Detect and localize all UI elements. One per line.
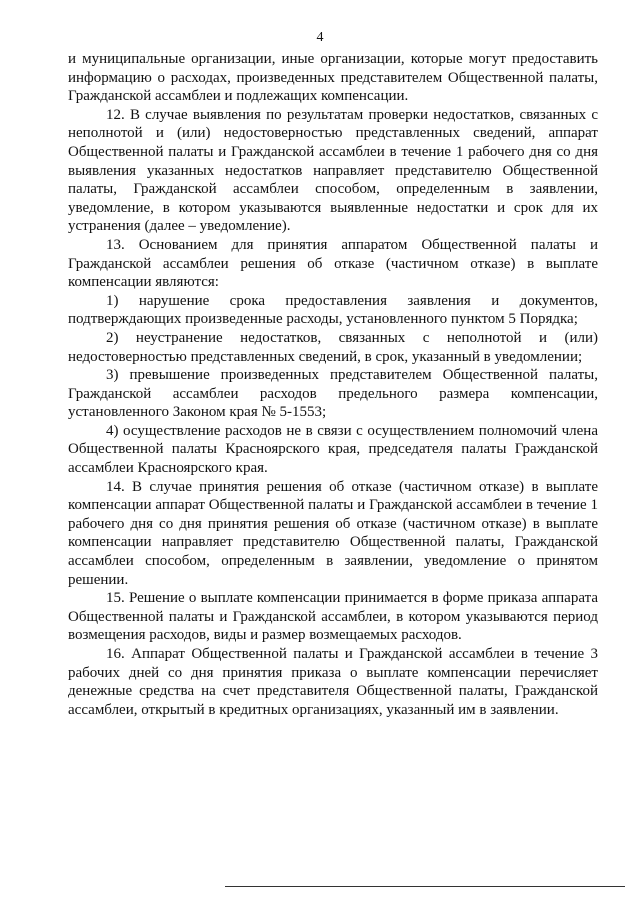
paragraph-16: 16. Аппарат Общественной палаты и Гражданской ассамблеи в течение 3 рабочих дней со дня принятия приказа о выплате компенсации перечисляет денежные средства на счет представителя Общественной палаты, Гражданской ассамблеи, открытый в кредитных организациях, указанный им в заявлении. (68, 646, 598, 718)
list-item-13-4: 4) осуществление расходов не в связи с осуществлением полномочий члена Общественной палаты Красноярского края, председателя палаты Гражданской ассамблеи Красноярского края. (68, 422, 598, 477)
page-number: 4 (316, 30, 324, 45)
list-item-13-3: 3) превышение произведенных представителем Общественной палаты, Гражданской ассамблеи расходов предельного размера компенсации, установленного Законом края № 5-1553; (68, 367, 598, 421)
paragraph-12: 12. В случае выявления по результатам проверки недостатков, связанных с неполнотой и (или) недостоверностью представленных сведений, аппарат Общественной палаты и Гражданской ассамблеи в течение 1 рабочего дня со дня выявления указанных недостатков направляет представителю Общественной палаты, Гражданской ассамблеи способом, определенным в заявлении, уведомление, в котором указываются выявленные недостатки и срок для их устранения (далее – уведомление). (68, 106, 598, 235)
paragraph-13: 13. Основанием для принятия аппаратом Общественной палаты и Гражданской ассамблеи решения об отказе (частичном отказе) в выплате компенсации являются: (68, 236, 598, 291)
paragraph-14: 14. В случае принятия решения об отказе (частичном отказе) в выплате компенсации аппарат Общественной палаты и Гражданской ассамблеи в течение 1 рабочего дня со дня принятия решения об отказе (частичном отказе) в выплате компенсации направляет представителю Общественной палаты, Гражданской ассамблеи способом, определенным в заявлении, уведомление о принятом решении. (68, 478, 598, 588)
list-item-13-1: 1) нарушение срока предоставления заявления и документов, подтверждающих произведенные расходы, установленного пунктом 5 Порядка; (68, 292, 598, 328)
list-item-13-2: 2) неустранение недостатков, связанных с неполнотой и (или) недостоверностью представленных сведений, в срок, указанный в уведомлении; (68, 329, 598, 365)
footer-divider (225, 886, 625, 887)
paragraph-15: 15. Решение о выплате компенсации принимается в форме приказа аппарата Общественной палаты и Гражданской ассамблеи, в котором указываются период возмещения расходов, виды и размер возмещаемых расходов. (68, 590, 598, 644)
document-body (68, 50, 598, 719)
paragraph-continuation: и муниципальные организации, иные организации, которые могут предоставить информацию о расходах, произведенных представителем Общественной палаты, Гражданской ассамблеи и подлежащих компенсации. (68, 51, 598, 105)
